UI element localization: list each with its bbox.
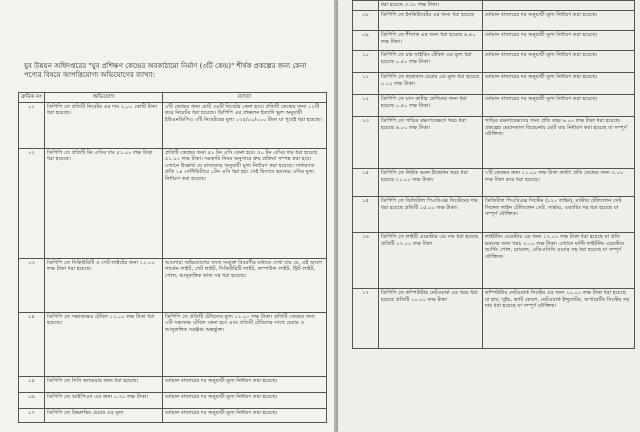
table-row xyxy=(353,95,635,117)
explanation-cell: ৩টি কেন্দ্রের জন্য মোট ৩৬টি নিবেটর কেনা হবে। প্রতিটি কেন্দ্রের জন্য ১২টি করে নিবেটর ধরা হয়েছে। ডিপিপি এর প্রাক্কলন ইত্যাদি ভুল অনুযায়ী ইউএনডিপিএ ৩টি নিবেটরের মূল্য ১৩৫/০০/০০০ টাকা যা পূর্বেই ধরা হয়েছে। xyxy=(163,102,327,148)
complaint-cell: ডিপিপি তে ছাত্রাবাস চেয়ার এর মূল্য ধরা হয়েছে ০.১২ লক্ষ টাকা। xyxy=(379,73,483,95)
complaint-cell: ডিপিপি তে ইনকিউবেটর এর জন্য ধরা হয়েছে xyxy=(379,11,483,31)
serial-cell: ০৪ xyxy=(19,312,45,376)
serial-cell: ১৩ xyxy=(353,117,379,169)
complaint-cell: ডিপিপি তে চার সাইডিং টেবিল এর মূল্য ধরা হয়েছে ০.৫০ লক্ষ টাকা। xyxy=(379,51,483,73)
table-row xyxy=(19,392,327,408)
explanation-cell: প্রতিটি কেন্দ্রের জন্য ৫০ টন এসি কেনা হবে। ৫০ টন এসির দাম ধরা হয়েছে ৫১.০০ লক্ষ টাকা। সরকারি নিয়ম অনুসারে ক্রয় প্রক্রিয়া সম্পন্ন করা হবে। এখানে উল্লেখ্য যে বাজারদর অনুযায়ী মূল্য নির্ধারণ করা হয়েছে। সাধারণত প্রতি ১৪ সেন্টিমিটারে ১টন এসি ধরা হয়। সেই হিসাবে ভবনের এসির মূল্য নির্ধারণ করা হয়েছে। xyxy=(163,148,327,258)
serial-cell: ১১ xyxy=(353,73,379,95)
table-row xyxy=(19,408,327,422)
table-row xyxy=(353,169,635,197)
complaints-table-right xyxy=(352,0,635,349)
complaint-cell: ডিপিপি তে নির্মিত ভবন উদ্বোধন খরচ ধরা হয়েছে ২১.০০ লক্ষ টাকা। xyxy=(379,169,483,197)
complaint-cell: ডিপিপি তে শীতাত্ত এর জন্য ধরা হয়েছে ৬.৪০ লক্ষ টাকা। xyxy=(379,31,483,51)
table-row xyxy=(353,117,635,169)
explanation-cell: বর্তমান বাজারের দর অনুযায়ী মূল্য নির্ধারণ করা হয়েছে। xyxy=(163,392,327,408)
explanation-cell: ডিপিপি তে প্রতিটি টেবিলের মূল্য ১২.০০ লক্ষ টাকা। প্রতিটি কেন্দ্রের জন্য ৩টি সভাকক্ষ টেবিল কেনা হবে এবং প্রতিটি টেবিলের সাথে চেয়ার ও আনুষাঙ্গিক সরঞ্জাম অন্তর্ভুক্ত। xyxy=(163,312,327,376)
right-page xyxy=(338,0,640,432)
header-complaint: অভিযোগ xyxy=(45,93,163,103)
serial-cell xyxy=(353,1,379,11)
complaint-cell: ডিপিপি তে কম্পিউটার নেটওয়ার্ক এর খরচ ধরা হয়েছে প্রতিটি ১০.০০ লক্ষ টাকা xyxy=(379,289,483,349)
serial-cell: ০১ xyxy=(19,102,45,148)
table-row xyxy=(353,1,635,11)
complaint-cell: ডিপিপি তে প্রতিটি টন এসির দাম ৫১.০০ লক্ষ টাকা ধরা হয়েছে। xyxy=(45,148,163,258)
explanation-cell: আলোচ্য অভিযোগের সাথে সংযুক্ত বিবরণীর মাধ্যমে দেখা যায় যে, এই অংশে গার্ডেন লাইট, গেট লাইট, সিকিউরিটি লাইট, কম্পাউন্ড লাইট, স্ট্রিট লাইট, পোল, আনুষাঙ্গিক কাজ সহ ধরা হয়েছে। xyxy=(163,258,327,312)
table-row xyxy=(353,197,635,233)
serial-cell: ১৪ xyxy=(353,169,379,197)
serial-cell: ১৬ xyxy=(353,233,379,289)
serial-cell: ১২ xyxy=(353,95,379,117)
complaint-cell: ডিপিপি তে সভাকক্ষের টেবিল ১২.০০ লক্ষ টাকা ধরা হয়েছে। xyxy=(45,312,163,376)
complaint-cell: ডিপিপি তে ডিজিটাল পিএবিএক্স সিস্টেমের দাম ধরা হয়েছে প্রতিটি ১৫.০০ লক্ষ টাকা। xyxy=(379,197,483,233)
serial-cell: ০৬ xyxy=(19,392,45,408)
header-serial: ক্রমিক নং xyxy=(19,93,45,103)
table-row xyxy=(19,148,327,258)
explanation-cell: বর্তমান বাজারের দর অনুযায়ী মূল্য নির্ধারণ করা হয়েছে। xyxy=(163,376,327,392)
header-explanation: ব্যাখ্যা xyxy=(163,93,327,103)
explanation-cell xyxy=(483,1,635,11)
document-title: যুব উন্নয়ন অধিদপ্তরের "যুব প্রশিক্ষণ কেন্দ্রের অবকাঠামো নির্মাণ (৩টি কেন্দ্র)" শীর্ষক প্রকল্পের জন্য কেনা পণ্যের বিষয়ে আপত্তিযোগ্য অভিযোগের ব্যাখ্যা: xyxy=(24,62,307,79)
explanation-cell: বর্তমান বাজারের দর অনুযায়ী মূল্য নির্ধারণ করা হয়েছে। xyxy=(483,11,635,31)
serial-cell: ১৭ xyxy=(353,289,379,349)
complaints-table-left xyxy=(18,92,327,423)
explanation-cell: লাইটনিং এরেস্টার এর জন্য ১৭.০০ লক্ষ টাকা ধরা হয়েছে যা প্রতি ভবনের জন্য খরচ ৩.০০ লক্ষ টাকা। এখানে মাল্টি লাইটনিং এরেস্টার আর্থিং পোল, চ্যানেল, এডিএসিসি ওয়্যার সহ ধরা হয়েছে যা সম্পূর্ণ যৌক্তিক। xyxy=(483,233,635,289)
serial-cell: ০৩ xyxy=(19,258,45,312)
serial-cell: ১৫ xyxy=(353,197,379,233)
table-row xyxy=(353,51,635,73)
serial-cell: ১০ xyxy=(353,51,379,73)
table-row xyxy=(353,289,635,349)
complaint-cell: ডিপিপি তে লাইটি এরেস্টার এর দাম ধরা হয়েছে প্রতিটি ১৭.০০ লক্ষ টাকা xyxy=(379,233,483,289)
serial-cell: ০৭ xyxy=(19,408,45,422)
explanation-cell: বর্তমান বাজারের দর অনুযায়ী মূল্য নির্ধারণ করা হয়েছে। xyxy=(483,51,635,73)
serial-cell: ০৯ xyxy=(353,31,379,51)
table-row xyxy=(19,102,327,148)
complaint-cell: ডিপিপি তে গাড়ির রক্ষণাবেক্ষণে খরচ ধরা হয়েছে ৬.০০ লক্ষ টাকা। xyxy=(379,117,483,169)
complaint-cell: ধরা হয়েছে ৩.৩০ লক্ষ টাকা। xyxy=(379,1,483,11)
explanation-cell: বর্তমান বাজারের দর অনুযায়ী মূল্য নির্ধারণ করা হয়েছে। xyxy=(483,73,635,95)
explanation-cell: বর্তমান বাজারের দর অনুযায়ী মূল্য নির্ধারণ করা হয়েছে। xyxy=(483,95,635,117)
complaint-cell: ডিপিপি তে প্রতিটি নিবেটর এর দাম ২,০০ কোটি টাকা ধরা হয়েছে। xyxy=(45,102,163,148)
complaint-cell: ডিপিপি তে সিকিউরিটি ও গেট লাইটের জন্য ১২.০০ লক্ষ টাকা ধরা হয়েছে। xyxy=(45,258,163,312)
complaint-cell: ডিপিপি তে আইপিএস এর জন্য ০.৩০ লক্ষ টাকা। xyxy=(45,392,163,408)
table-row xyxy=(19,312,327,376)
explanation-cell: বর্তমান বাজারের দর অনুযায়ী মূল্য নির্ধারণ করা হয়েছে। xyxy=(163,408,327,422)
explanation-cell: গাড়ির রক্ষণাবেক্ষণের জন্য প্রতি বছর ৬.০০ লক্ষ টাকা ধরা হয়েছে। প্রকল্পের মেয়াদকাল বিবেচনায় মোট ব্যয় নির্ধারণ করা হয়েছে যা সম্পূর্ণ যৌক্তিক। xyxy=(483,117,635,169)
table-row xyxy=(353,233,635,289)
complaint-cell: ডিপিপি তে ঘাস কাটার মেশিনের জন্য ধরা হয়েছে ০.৫০ লক্ষ টাকা। xyxy=(379,95,483,117)
explanation-cell: ৭টি কেন্দ্রের জন্য ২১.০০ লক্ষ টাকা অর্থাৎ প্রতি কেন্দ্রের জন্য ৩.০০ লক্ষ টাকা করে ধরা হয়েছে। xyxy=(483,169,635,197)
complaint-cell: ডিপিপি তে সিসি ক্যামেরার জন্য ধরা হয়েছে। xyxy=(45,376,163,392)
explanation-cell: ডিজিটাল পিএবিএক্স সিস্টেম (১২০ লাইন), মাস্টার টেলিফোন সেট সিঙ্গেল লাইন টেলিফোন সেট, সার্ভার, ওয়্যারিং সহ ধরা হয়েছে যা সম্পূর্ণ যৌক্তিক। xyxy=(483,197,635,233)
serial-cell: ০৮ xyxy=(353,11,379,31)
table-row xyxy=(19,258,327,312)
table-row xyxy=(353,31,635,51)
table-row xyxy=(353,11,635,31)
explanation-cell: বর্তমান বাজারের দর অনুযায়ী মূল্য নির্ধারণ করা হয়েছে। xyxy=(483,31,635,51)
serial-cell: ০৫ xyxy=(19,376,45,392)
table-row xyxy=(353,73,635,95)
complaint-cell: ডিপিপি তে রিভলভিং চেয়ার এর মূল্য xyxy=(45,408,163,422)
table-row xyxy=(19,376,327,392)
table-header-row xyxy=(19,93,327,103)
serial-cell: ০২ xyxy=(19,148,45,258)
explanation-cell: কম্পিউটার নেটওয়ার্ক সিস্টেম এর জন্য ১০.০০ লক্ষ টাকা ধরা হয়েছে যা হাব, সুইচ, ক্যাট কেবল, নেটওয়ার্ক ইন্সুলেটর, অপারেটিং সিস্টেম সহ দাম ধরা হয়েছে যা সম্পূর্ণ যৌক্তিক। xyxy=(483,289,635,349)
